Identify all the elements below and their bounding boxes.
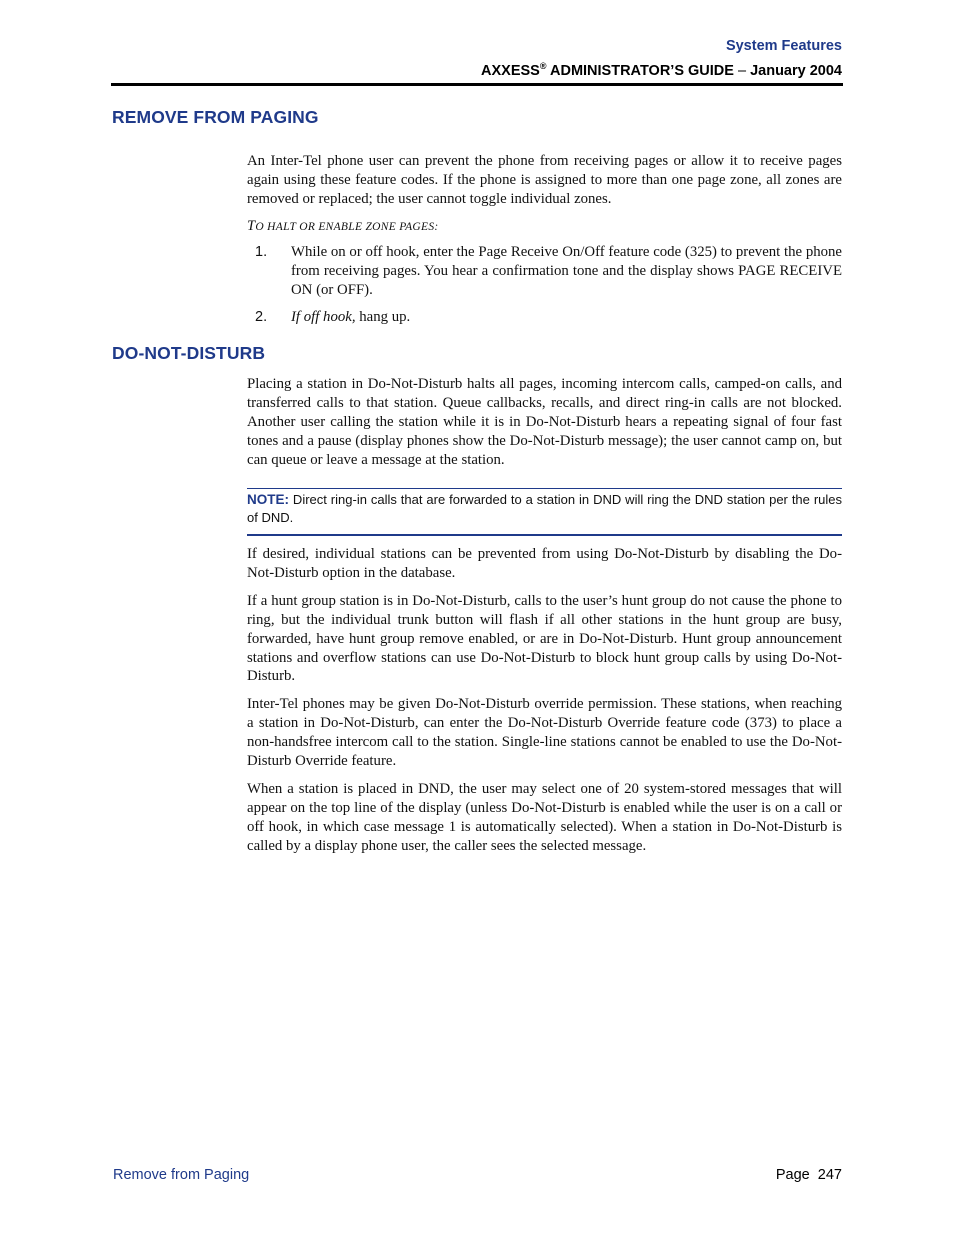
step-text: While on or off hook, enter the Page Receive On/Off feature code (325) to prevent the phone from receiving pages. You hear a confirmation tone and the display shows PAGE RECEIVE ON (or OFF). [291,243,842,298]
page-number: 247 [817,1167,842,1183]
note-label: NOTE: [247,492,289,507]
running-header-guide [481,61,842,79]
guide-prefix: AXXESS [481,62,540,79]
paragraph: An Inter-Tel phone user can prevent the phone from receiving pages or allow it to receive pages again using these feature codes. If the phone is assigned to more than one page zone, all zones are removed or replaced; the user cannot toggle individual zones. [247,153,842,207]
footer-page-number [776,1167,842,1183]
guide-dash: – [737,62,747,79]
section-body-remove-from-paging [247,152,842,336]
step-number: 1. [255,243,268,260]
procedure-heading: TO HALT OR ENABLE ZONE PAGES: [247,217,439,234]
step-text: hang up. [355,309,411,326]
footer-section-link[interactable]: Remove from Paging [113,1167,250,1183]
procedure-steps [247,243,842,328]
step-number: 2. [255,309,268,326]
guide-title: ADMINISTRATOR’S GUIDE [550,62,734,79]
note-box [247,488,842,536]
running-header-section: System Features [725,38,842,54]
procedure-step [247,243,842,300]
paragraph: If desired, individual stations can be prevented from using Do-Not-Disturb by disabling the Do-Not-Disturb option in the database. [247,546,842,581]
note-text: Direct ring-in calls that are forwarded to a station in DND will ring the DND station per the rules of DND. [247,492,842,525]
section-heading-do-not-disturb: DO-NOT-DISTURB [112,343,266,363]
paragraph: When a station is placed in DND, the user may select one of 20 system-stored messages that will appear on the top line of the display (unless Do-Not-Disturb is enabled while the user is on a call or off hook, in which case message 1 is automatically selected). When a station in Do-Not-Disturb is called by a display phone user, the caller sees the selected message. [247,780,842,854]
paragraph: Placing a station in Do-Not-Disturb halts all pages, incoming intercom calls, camped-on calls, and transferred calls to that station. Queue callbacks, recalls, and direct ring-in calls are not blocked. Another user calling the station while it is in Do-Not-Disturb hears a repeating signal of four fast tones and a pause (display phones show the Do-Not-Disturb message); the user cannot camp on, but can queue or leave a message at the station. [247,376,842,468]
guide-date: January 2004 [750,62,842,79]
paragraph: If a hunt group station is in Do-Not-Disturb, calls to the user’s hunt group do not cause the phone to ring, but the individual trunk button will flash if all other stations in the hunt group are busy, forwarded, have hunt group remove enabled, or are in Do-Not-Disturb. Hunt group announcement stations and overflow stations can use Do-Not-Disturb to block hunt group calls by using Do-Not-Disturb. [247,592,842,685]
procedure-step [247,308,842,327]
section-body-dnd [247,545,842,865]
page-label: Page [775,1167,810,1183]
registered-mark: ® [539,61,547,71]
header-rule [111,83,843,86]
section-body-dnd-intro [247,375,842,479]
section-heading-remove-from-paging: REMOVE FROM PAGING [112,107,319,127]
step-condition: If off hook, [291,309,356,326]
paragraph: Inter-Tel phones may be given Do-Not-Disturb override permission. These stations, when reaching a station in Do-Not-Disturb, can enter the Do-Not-Disturb Override feature code (373) to place a non-handsfree intercom call to the station. Single-line stations cannot be enabled to use the Do-Not-Disturb Override feature. [247,696,842,770]
